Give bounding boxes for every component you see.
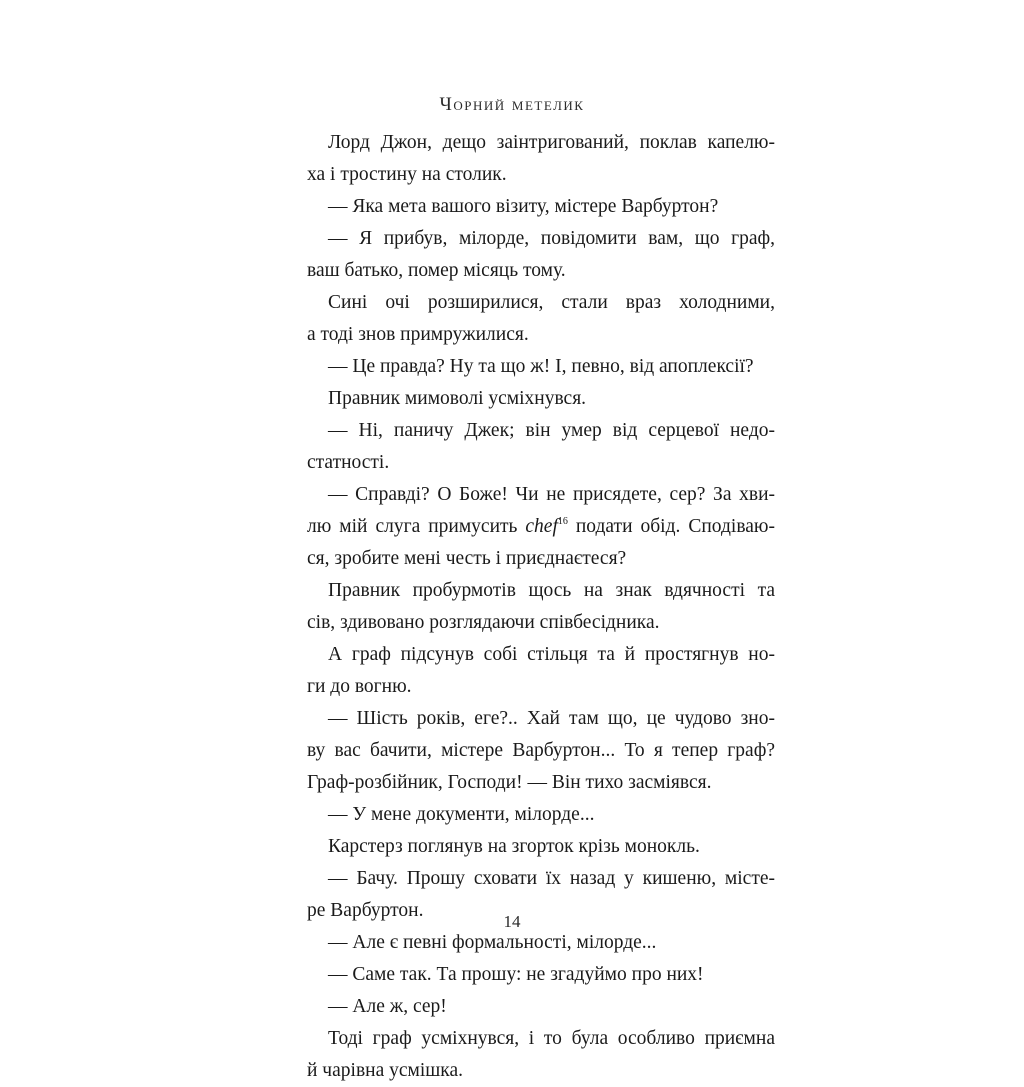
text-line: Лорд Джон, дещо заінтригований, поклав капелю- xyxy=(328,132,775,153)
text-line: Правник мимоволі усміхнувся. xyxy=(328,388,587,409)
text-line: статності. xyxy=(307,452,390,473)
text-line: Карстерз поглянув на згорток крізь монокль. xyxy=(328,836,700,857)
text-line: а тоді знов примружилися. xyxy=(307,324,529,345)
text-line: й чарівна усмішка. xyxy=(307,1060,463,1081)
text-line: Тоді граф усміхнувся, і то була особливо приємна xyxy=(328,1028,775,1049)
text-line: ваш батько, помер місяць тому. xyxy=(307,260,566,281)
text-line: — Бачу. Прошу сховати їх назад у кишеню, місте- xyxy=(328,868,775,889)
text-line: — Справді? О Боже! Чи не присядете, сер? За хви- xyxy=(328,484,775,505)
running-head: Чорний метелик xyxy=(439,94,585,115)
text-segment: подати обід. Сподіваю- xyxy=(567,516,775,537)
text-line: Правник пробурмотів щось на знак вдячності та xyxy=(328,580,775,601)
page-number: 14 xyxy=(503,912,521,931)
text-line: — Шість років, еге?.. Хай там що, це чудово зно- xyxy=(328,708,775,729)
text-line: — Але є певні формальності, мілорде... xyxy=(328,932,657,953)
text-line: — Ні, паничу Джек; він умер від серцевої недо- xyxy=(328,420,775,441)
text-line: сів, здивовано розглядаючи співбесідника. xyxy=(307,612,660,633)
text-line: — У мене документи, мілорде... xyxy=(328,804,595,825)
text-line: ся, зробите мені честь і приєднаєтеся? xyxy=(307,548,627,569)
italic-word: chef xyxy=(525,516,558,537)
text-line: ха і тростину на столик. xyxy=(307,164,507,185)
text-line: А граф підсунув собі стільця та й простягнув но- xyxy=(328,644,775,665)
text-line: Сині очі розширилися, стали враз холодними, xyxy=(328,292,775,313)
text-line: ву вас бачити, містере Варбуртон... То я тепер граф? xyxy=(307,740,775,761)
text-line: — Я прибув, мілорде, повідомити вам, що граф, xyxy=(328,228,775,249)
text-line: — Це правда? Ну та що ж! І, певно, від апоплексії? xyxy=(328,356,754,377)
footnote-marker: 16 xyxy=(557,516,568,527)
text-line: — Але ж, сер! xyxy=(328,996,447,1017)
text-line-with-footnote xyxy=(307,511,775,543)
text-line: Граф-розбійник, Господи! — Він тихо засміявся. xyxy=(307,772,712,793)
text-line: ре Варбуртон. xyxy=(307,900,424,921)
text-line: — Саме так. Та прошу: не згадуймо про них! xyxy=(328,964,704,985)
text-line: — Яка мета вашого візиту, містере Варбуртон? xyxy=(328,196,719,217)
text-segment: лю мій слуга примусить xyxy=(307,516,526,537)
text-line: ги до вогню. xyxy=(307,676,412,697)
body-text xyxy=(307,127,775,1087)
